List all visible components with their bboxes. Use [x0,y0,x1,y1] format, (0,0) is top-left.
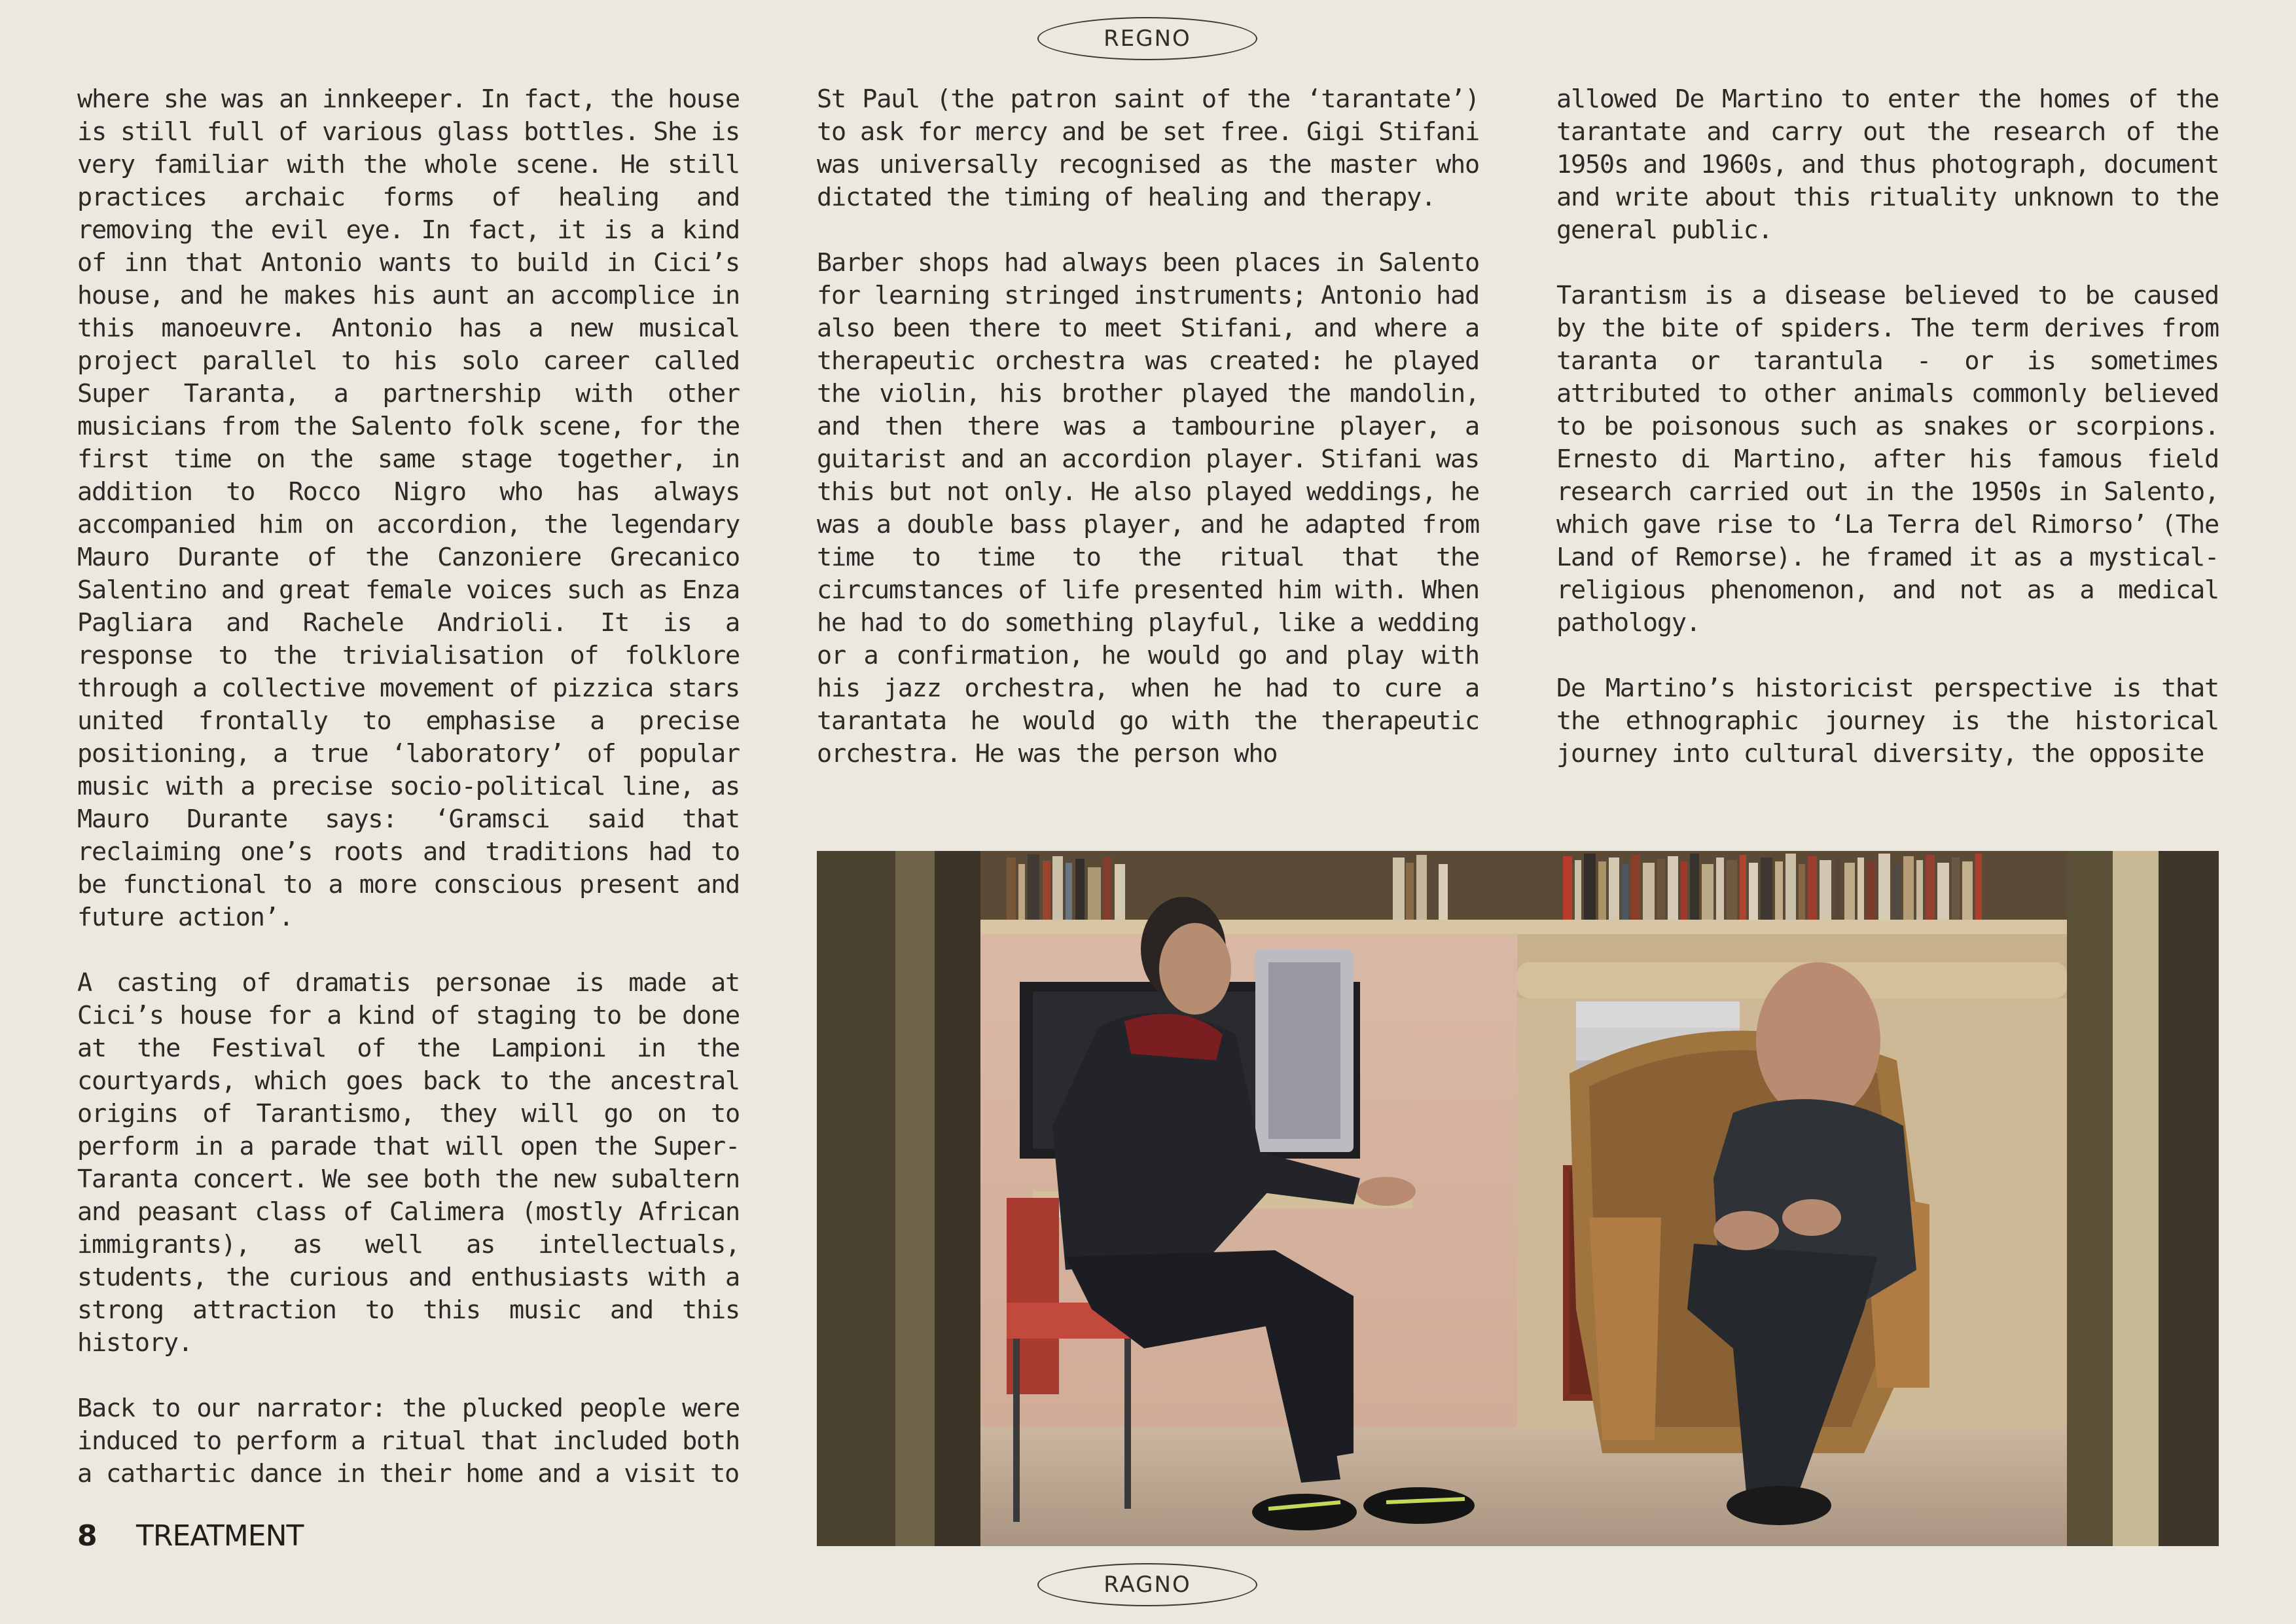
interview-photo [817,851,2219,1546]
paragraph: allowed De Martino to enter the homes of the tarantate and carry out the research of the 1950s and 1960s, and thus photograph, document and write about this rituality unknown to the general public. [1556,84,2219,245]
paragraph: De Martino’s historicist perspective is that the ethnographic journey is the historical journey into cultural diversity, the opposite [1556,674,2219,768]
footer-logo-text: RAGNO [1103,1572,1191,1598]
footer-logo [1037,1563,1257,1606]
page-footer [77,1517,303,1554]
text-column-1 [77,83,740,1490]
paragraph: Tarantism is a disease believed to be caused by the bite of spiders. The term derives from taranta or tarantula - or is sometimes attributed to other animals commonly believed to be poisonous such as snakes or scorpions. Ernesto di Martino, after his famous field research carried out in the 1950s in Salento, which gave rise to ‘La Terra del Rimorso’ (The Land of Remorse). he framed it as a mystical-religious phenomenon, and not as a medical pathology. [1556,281,2219,638]
paragraph: A casting of dramatis personae is made at Cici’s house for a kind of staging to be done at the Festival of the Lampioni in the courtyards, which goes back to the ancestral origins of Tarantismo, they will go on to perform in a parade that will open the Super-Taranta concert. We see both the new subaltern and peasant class of Calimera (mostly African immigrants), as well as intellectuals, students, the curious and enthusiasts with a strong attraction to this music and this history. [77,968,740,1358]
header-logo-text: REGNO [1103,26,1191,52]
page-number: 8 [77,1519,98,1553]
section-title: TREATMENT [136,1519,304,1553]
paragraph: St Paul (the patron saint of the ‘tarantate’) to ask for mercy and be set free. Gigi Stifani was universally recognised as the master who dictated the timing of healing and therapy. [817,84,1479,212]
paragraph: Barber shops had always been places in Salento for learning stringed instruments; Antonio had also been there to meet Stifani, and where a therapeutic orchestra was created: he played the violin, his brother played the mandolin, and then there was a tambourine player, a guitarist and an accordion player. Stifani was this but not only. He also played weddings, he was a double bass player, and he adapted from time to time to the ritual that the circumstances of life presented him with. When he had to do something playful, like a wedding or a confirmation, he would go and play with his jazz orchestra, when he had to cure a tarantata he would go with the therapeutic orchestra. He was the person who [817,248,1479,768]
header-logo [1037,17,1257,60]
paragraph: where she was an innkeeper. In fact, the house is still full of various glass bottles. She is very familiar with the whole scene. He still practices archaic forms of healing and removing the evil eye. In fact, it is a kind of inn that Antonio wants to build in Cici’s house, and he makes his aunt an accomplice in this manoeuvre. Antonio has a new musical project parallel to his solo career called Super Taranta, a partnership with other musicians from the Salento folk scene, for the first time on the same stage together, in addition to Rocco Nigro who has always accompanied him on accordion, the legendary Mauro Durante of the Canzoniere Grecanico Salentino and great female voices such as Enza Pagliara and Rachele Andrioli. It is a response to the trivialisation of folklore through a collective movement of pizzica stars united frontally to emphasise a precise positioning, a true ‘laboratory’ of popular music with a precise socio-political line, as Mauro Durante says: ‘Gramsci said that reclaiming one’s roots and traditions had to be functional to a more conscious present and future action’. [77,84,740,932]
text-column-3 [1556,83,2219,770]
text-column-2 [817,83,1479,770]
paragraph: Back to our narrator: the plucked people were induced to perform a ritual that included both a cathartic dance in their home and a visit to [77,1394,740,1489]
